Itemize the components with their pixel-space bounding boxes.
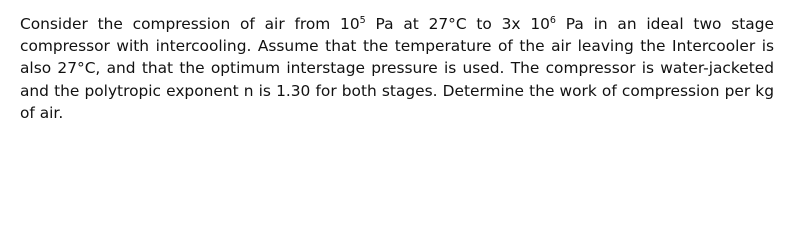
problem-text-part-3: Pa in an ideal two stage compressor with intercooling. Assume that the temperature of the air leaving the Intercooler is also 27°C, and that the optimum interstage pressure is used. The compressor is water-jacketed and the polytropic exponent n is 1.30 for both stages. Determine the work of compression per kg of air. xyxy=(20,15,774,122)
exponent-final-pressure: 6 xyxy=(549,14,556,26)
problem-text-part-2: Pa at 27°C to 3x 10 xyxy=(365,15,550,33)
problem-statement xyxy=(20,13,774,124)
exponent-initial-pressure: 5 xyxy=(359,14,366,26)
problem-text-part-1: Consider the compression of air from 10 xyxy=(20,15,360,33)
